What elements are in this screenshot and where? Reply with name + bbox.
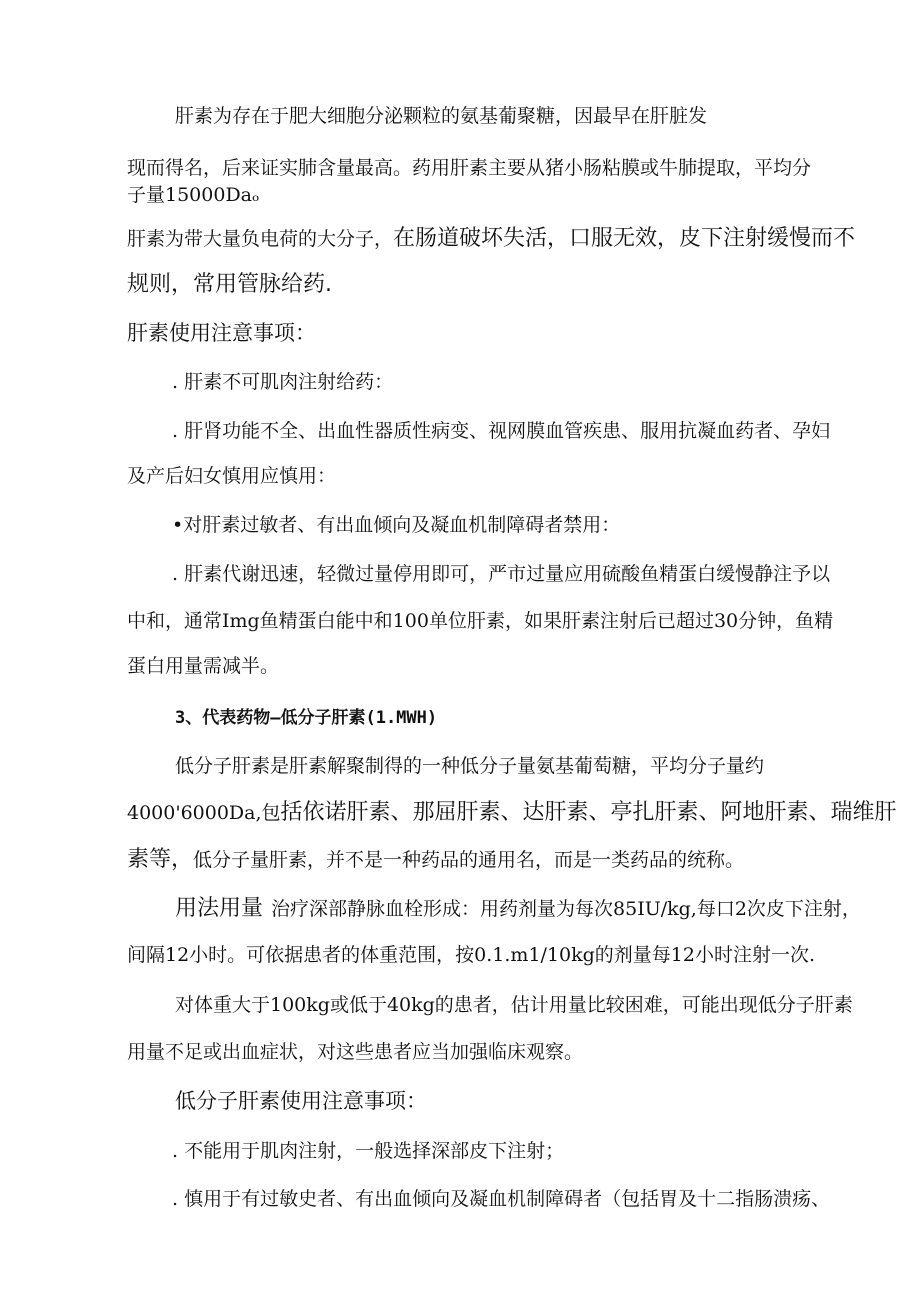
list-item: •对肝素过敏者、有出血倾向及凝血机制障碍者禁用： xyxy=(172,514,621,536)
list-item-continuation: 蛋白用量需减半。 xyxy=(127,655,280,677)
intro-paragraph-line xyxy=(127,226,855,252)
list-item: . 肝肾功能不全、出血性器质性病变、视网膜血管疾患、服用抗凝血药者、孕妇 xyxy=(172,420,831,442)
emphasis-text: 素等， xyxy=(127,847,194,872)
plain-text: 治疗深部静脉血栓形成：用药剂量为每次85IU/kg,每口2次皮下注射， xyxy=(271,898,861,920)
intro-paragraph-line: 肝素为存在于肥大细胞分泌颗粒的氨基葡聚糖，因最早在肝脏发 xyxy=(175,105,708,127)
body-paragraph-line xyxy=(127,847,744,873)
list-item: . 慎用于有过敏史者、有出血倾向及凝血机制障碍者（包括胃及十二指肠溃疡、 xyxy=(172,1188,831,1210)
plain-text: 肝素为带大量负电荷的大分子， xyxy=(127,228,394,250)
list-item-continuation: 及产后妇女慎用应慎用： xyxy=(127,465,337,487)
list-item: . 肝素不可肌肉注射给药： xyxy=(172,371,394,393)
body-paragraph-line xyxy=(127,800,897,826)
usage-label: 用法用量 xyxy=(175,896,264,921)
body-paragraph-line: 对体重大于100kg或低于40kg的患者，估计用量比较困难，可能出现低分子肝素 xyxy=(175,994,853,1016)
body-paragraph-line xyxy=(175,896,861,922)
list-item: . 肝素代谢迅速，轻微过量停用即可，严市过量应用硫酸鱼精蛋白缓慢静注予以 xyxy=(172,563,831,585)
section-heading: 低分子肝素使用注意事项： xyxy=(175,1089,427,1113)
body-paragraph-line: 间隔12小时。可依据患者的体重范围，按0.1.m1/10kg的剂量每12小时注射一次. xyxy=(127,944,816,966)
emphasis-text: 括依诺肝素、那屈肝素、达肝素、亭扎肝素、阿地肝素、瑞维肝 xyxy=(280,800,897,825)
intro-paragraph-line: 规则，常用管脉给药. xyxy=(127,272,332,297)
plain-text: 4000'6000Da,包 xyxy=(127,802,281,824)
intro-paragraph-line: 子量15000Daₒ xyxy=(127,184,260,206)
intro-paragraph-line: 现而得名，后来证实肺含量最高。药用肝素主要从猪小肠粘膜或牛肺提取，平均分 xyxy=(127,157,812,179)
plain-text: 低分子量肝素，并不是一种药品的通用名，而是一类药品的统称。 xyxy=(193,849,745,871)
section-heading: 肝素使用注意事项： xyxy=(127,321,316,345)
emphasis-text: 在肠道破坏失活，口服无效，皮下注射缓慢而不 xyxy=(393,226,856,251)
body-paragraph-line: 用量不足或出血症状，对这些患者应当加强临床观察。 xyxy=(127,1041,584,1063)
list-item: . 不能用于肌肉注射，一般选择深部皮下注射； xyxy=(172,1140,565,1162)
section-heading: 3、代表药物—低分子肝素(1.MWH) xyxy=(175,708,438,728)
list-item-continuation: 中和，通常Img鱼精蛋白能中和100单位肝素，如果肝素注射后已超过30分钟，鱼精 xyxy=(127,610,834,632)
body-paragraph-line: 低分子肝素是肝素解聚制得的一种低分子量氨基葡萄糖，平均分子量约 xyxy=(175,755,765,777)
